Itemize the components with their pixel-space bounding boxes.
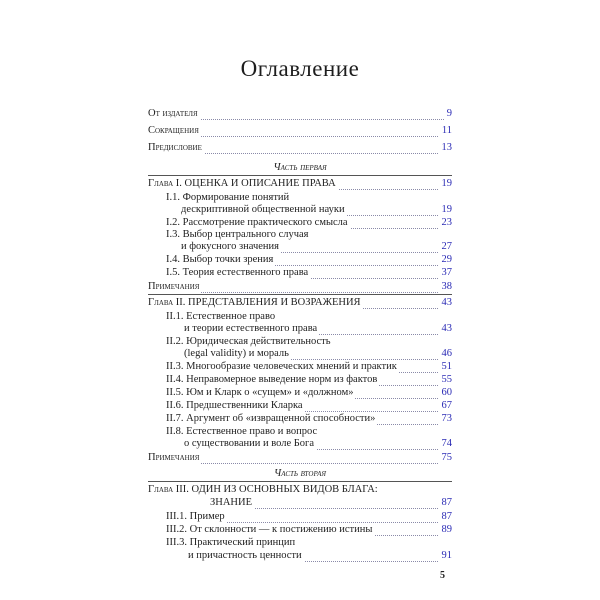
entry-page: 43 [439,296,453,309]
entry-page: 23 [439,216,453,229]
chapter-prefix: Глава II. [148,297,186,308]
entry-page: 87 [439,496,453,509]
entry-page: 13 [439,141,453,154]
entry-number: I.1. [166,192,180,203]
toc-entry-I5[interactable] [166,266,452,281]
entry-page: 9 [444,107,452,120]
entry-page: 29 [439,253,453,266]
entry-label: Примечания [148,281,200,292]
entry-page: 91 [439,549,453,562]
entry-page: 51 [439,360,453,373]
divider [148,294,452,295]
entry-number: II.3. [166,361,184,372]
chapter-prefix: Глава I. [148,178,182,189]
entry-number: I.5. [166,267,180,278]
entry-text: дескриптивной общественной науки [166,203,347,216]
toc-entry-II8[interactable] [166,437,452,452]
chapter-title: ОДИН ИЗ ОСНОВНЫХ ВИДОВ БЛАГА: [191,484,378,495]
chapter-prefix: Глава III. [148,484,189,495]
entry-number: II.2. [166,336,184,347]
entry-text: Юридическая действительность [186,336,331,347]
entry-text: Практический принцип [189,537,296,548]
entry-label [166,510,227,523]
entry-page: 19 [439,203,453,216]
entry-number: II.5. [166,387,184,398]
part-heading: Часть вторая [273,468,326,479]
toc-entry-preface[interactable] [148,141,452,156]
entry-text: Теория естественного права [182,267,309,278]
entry-text: Предшественники Кларка [186,400,303,411]
entry-text: Многообразие человеческих мнений и практик [186,361,397,372]
entry-label [166,266,310,279]
entry-number: III.2. [166,524,187,535]
entry-text: и теории естественного права [166,322,319,335]
entry-text: (legal validity) и мораль [166,347,291,360]
divider [148,481,452,482]
entry-label: Предисловие [148,142,202,153]
entry-number: I.4. [166,254,180,265]
toc-chapter-1[interactable] [148,177,452,192]
entry-page: 11 [439,124,452,137]
toc-chapter-2[interactable] [148,296,452,311]
toc-chapter-3[interactable] [148,496,452,511]
entry-text: и причастность ценности [166,549,304,562]
entry-text: Формирование понятий [182,192,290,203]
entry-number: II.6. [166,400,184,411]
entry-text: Выбор точки зрения [182,254,274,265]
entry-number: II.1. [166,311,184,322]
chapter-heading [148,296,363,309]
entry-number: I.3. [166,229,180,240]
entry-text: Аргумент об «извращенной способности» [186,413,376,424]
entry-text: Пример [189,511,225,522]
entry-text: о существовании и воле Бога [166,437,316,450]
entry-label [166,399,305,412]
part-heading: Часть первая [273,162,327,173]
entry-page: 89 [439,523,453,536]
entry-text: Естественное право и вопрос [186,426,318,437]
entry-label: Сокращения [148,125,199,136]
toc-entry-III3[interactable] [166,549,452,564]
toc-entry-ch2-notes[interactable] [148,451,452,466]
entry-page: 60 [439,386,453,399]
toc-entry-abbreviations[interactable] [148,124,452,139]
entry-number: I.2. [166,217,180,228]
chapter-title: ОЦЕНКА И ОПИСАНИЕ ПРАВА [184,178,336,189]
toc-entry-publisher[interactable] [148,107,452,122]
chapter-title: ЗНАНИЕ [148,496,254,509]
entry-number: III.3. [166,537,187,548]
page-number: 5 [440,570,445,581]
entry-page: 75 [439,451,453,464]
chapter-heading [148,483,380,496]
entry-label [166,253,275,266]
entry-page: 27 [439,240,453,253]
entry-text: От склонности — к постижению истины [189,524,373,535]
entry-page: 55 [439,373,453,386]
entry-text: Естественное право [186,311,276,322]
entry-label [166,536,297,549]
entry-number: II.8. [166,426,184,437]
entry-label [166,373,379,386]
entry-label: Примечания [148,452,200,463]
chapter-heading [148,177,338,190]
entry-label [166,360,399,373]
page-title: Оглавление [240,56,360,81]
entry-page: 37 [439,266,453,279]
entry-page: 67 [439,399,453,412]
entry-page: 46 [439,347,453,360]
entry-text: Неправомерное выведение норм из фактов [186,374,378,385]
chapter-title: ПРЕДСТАВЛЕНИЯ И ВОЗРАЖЕНИЯ [188,297,361,308]
entry-label [166,523,374,536]
entry-page: 43 [439,322,453,335]
divider [148,175,452,176]
entry-number: III.1. [166,511,187,522]
entry-page: 87 [439,510,453,523]
entry-page: 73 [439,412,453,425]
entry-text: Юм и Кларк о «сущем» и «должном» [186,387,354,398]
toc-entry-ch1-notes[interactable] [148,280,452,295]
entry-number: II.7. [166,413,184,424]
entry-text: Выбор центрального случая [182,229,309,240]
entry-label [166,412,377,425]
entry-label: От издателя [148,108,198,119]
entry-page: 74 [439,437,453,450]
entry-number: II.4. [166,374,184,385]
entry-text: Рассмотрение практического смысла [182,217,348,228]
entry-label [166,386,355,399]
entry-page: 19 [439,177,453,190]
entry-text: и фокусного значения [166,240,281,253]
entry-page: 38 [439,280,453,293]
